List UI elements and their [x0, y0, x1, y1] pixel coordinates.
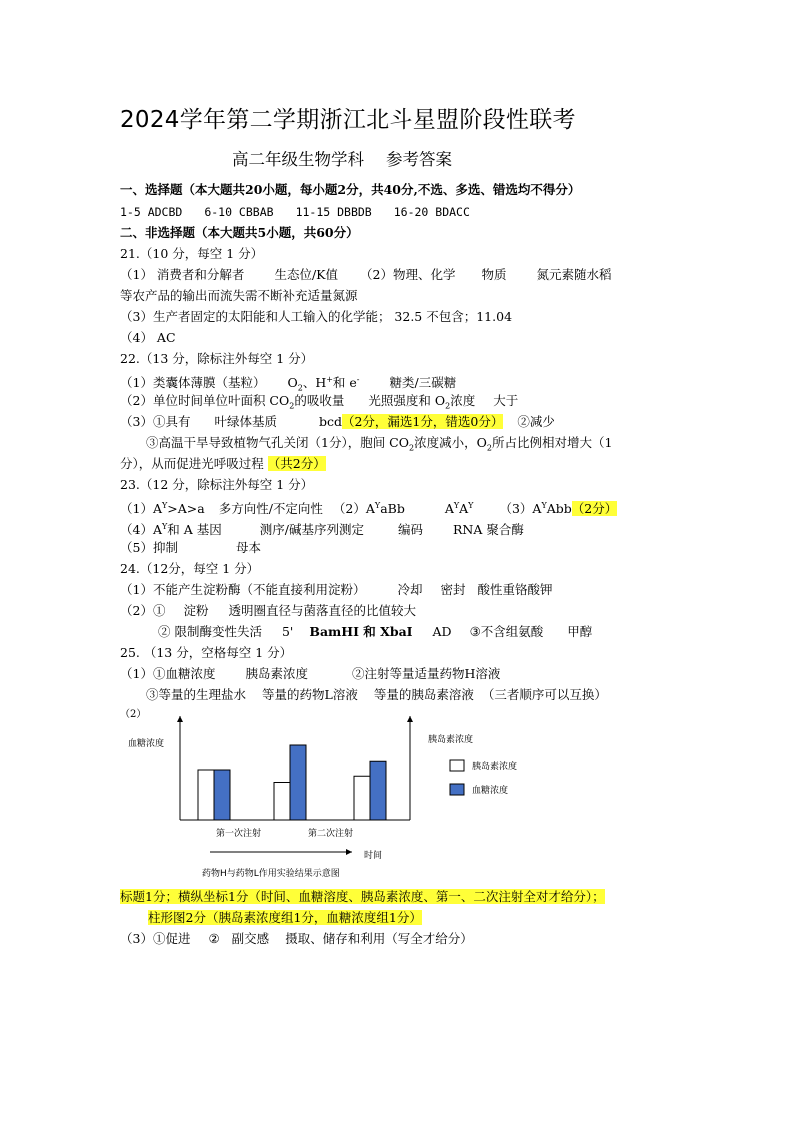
right-axis-label: 胰岛素浓度 [428, 735, 474, 745]
q25-note2-highlight: 柱形图2分（胰岛素浓度组1分，血糖浓度组1分） [148, 910, 422, 925]
q23-1h: （3）A [499, 501, 542, 517]
q24-3f: 甲醇 [567, 624, 593, 639]
q23-1i: Abb [546, 501, 572, 517]
q21-1e: 氮元素随水稻 [536, 267, 612, 282]
q23-1c: 多方向性/不定向性 [218, 501, 323, 517]
q24-3e: ③不含组氨酸 [469, 624, 544, 639]
q24-head: 24.（12分，每空 1 分） [120, 561, 260, 576]
q21-line2: 等农产品的输出而流失需不断补充适量氮源 [120, 288, 358, 303]
q23-line3 [120, 539, 261, 557]
legend-swatch-glucose [450, 784, 464, 795]
q22-2b: 的吸收量 [294, 393, 345, 408]
q23-line1 [120, 497, 617, 518]
q22-1b1: O [287, 375, 298, 391]
q23-2e: RNA 聚合酶 [452, 522, 524, 538]
q21-line1 [120, 266, 612, 284]
q22-1b3: 和 e [332, 375, 357, 391]
q22-2a: （2）单位时间单位叶面积 CO [120, 393, 290, 408]
q23-1e: aBb [380, 501, 405, 517]
q22-2d: 浓度 [450, 393, 476, 408]
q25-2b: 等量的药物L溶液 [262, 687, 358, 702]
q23-2d: 编码 [397, 522, 423, 538]
answer-label: 参考答案 [386, 150, 452, 169]
q24-3c: BamHI 和 XbaI [309, 624, 413, 639]
sup-y: Y [374, 501, 381, 510]
q22-1c: 糖类/三碳糖 [389, 375, 457, 391]
q25-head: 25. （13 分，空格每空 1 分） [120, 645, 293, 660]
q25-4b: ② [208, 931, 220, 946]
q22-1b2: 、H [302, 375, 327, 391]
q25-1c: ②注射等量适量药物H溶液 [351, 666, 501, 681]
bar-glucose-1 [214, 770, 230, 820]
legend-label-glucose: 血糖浓度 [472, 786, 509, 796]
mc-answer-3: 11-15 DBBDB [295, 205, 372, 219]
q25-1a: （1）①血糖浓度 [120, 666, 216, 681]
q23-2b: 和 A 基因 [167, 522, 222, 538]
q22-3d-highlight: （2分，漏选1分，错选0分） [341, 414, 504, 429]
q25-note1 [120, 888, 605, 906]
bar-insulin-3 [354, 776, 370, 820]
group-label-2: 第二次注射 [308, 829, 354, 839]
page-title: 2024学年第二学期浙江北斗星盟阶段性联考 [120, 107, 576, 133]
page-subtitle [232, 146, 452, 170]
section2-heading: 二、非选择题（本大题共5小题，共60分） [120, 225, 359, 240]
q23-head: 23.（12 分，除标注外每空 1 分） [120, 477, 314, 492]
q21-line4: （4） AC [120, 330, 176, 345]
q22-3e: ②减少 [517, 414, 555, 429]
legend-label-insulin: 胰岛素浓度 [472, 762, 518, 772]
q25-2a: ③等量的生理盐水 [146, 687, 247, 702]
q22-head: 22.（13 分，除标注外每空 1 分） [120, 351, 314, 366]
sup-y: Y [161, 522, 168, 531]
q23-1f: A [444, 501, 454, 517]
chart-title: 药物H与药物L作用实验结果示意图 [202, 869, 340, 879]
q24-2c: 透明圈直径与菌落直径的比值较大 [228, 603, 416, 618]
bar-insulin-2 [274, 783, 290, 821]
left-axis-label: 血糖浓度 [128, 739, 165, 749]
q23-1j-highlight: （2分） [571, 501, 618, 517]
q23-3b: 母本 [235, 540, 261, 555]
q23-2c: 测序/碱基序列测定 [259, 522, 364, 538]
q24-1c: 密封 [440, 582, 466, 597]
q25-4d: 摄取、储存和利用（写全才给分） [285, 931, 473, 946]
q22-3a: （3）①具有 [120, 414, 191, 429]
q24-line2 [120, 602, 416, 620]
q24-1b: 冷却 [397, 582, 423, 597]
q23-1g: A [459, 501, 469, 517]
q24-1d: 酸性重铬酸钾 [477, 582, 553, 597]
bar-glucose-3 [370, 761, 386, 820]
q24-2b: 淀粉 [183, 603, 209, 618]
q25-note1-highlight: 标题1分；横纵坐标1分（时间、血糖溶度、胰岛素浓度、第一、二次注射全对才给分）； [120, 889, 605, 904]
q25-2d: （三者顺序可以互换） [481, 687, 607, 702]
x-axis-label: 时间 [364, 851, 383, 861]
q25-line4 [120, 930, 473, 948]
group-label-1: 第一次注射 [216, 829, 262, 839]
q22-5b-highlight: （共2分） [267, 456, 326, 471]
q24-3a: ② 限制酶变性失活 [158, 624, 262, 639]
q22-line1: （1）类囊体薄膜（基粒） $O_2$、H+和 e- 糖类/三碳糖 [120, 375, 457, 393]
q25-line1 [120, 665, 500, 683]
q24-3b: 5' [281, 624, 294, 639]
q22-2e: 大于 [493, 393, 519, 408]
q22-3c: bcd [318, 414, 342, 429]
q21-1c: （2）物理、化学 [360, 267, 456, 282]
q21-1a: （1） 消费者和分解者 [120, 267, 245, 282]
q22-3b: 叶绿体基质 [214, 414, 277, 429]
q22-line5 [120, 455, 326, 473]
q22-line2: （2）单位时间单位叶面积 $CO_2$的吸收量 光照强度和 $O_2$浓度 大于 [120, 393, 519, 411]
q21-1d: 物质 [481, 267, 507, 282]
sup-y: Y [541, 501, 547, 510]
q23-3a: （5）抑制 [120, 540, 178, 555]
sup-y: Y [453, 501, 460, 510]
bar-glucose-2 [290, 745, 306, 820]
mc-answers [120, 203, 470, 221]
q25-2c: 等量的胰岛素溶液 [373, 687, 474, 702]
bar-insulin-1 [198, 770, 214, 820]
q24-line3 [158, 623, 592, 641]
sup-y: Y [161, 501, 168, 510]
q24-2a: （2）① [120, 603, 166, 618]
q22-line3 [120, 413, 555, 431]
q23-1a: （1）A [120, 501, 162, 517]
section1-heading: 一、选择题（本大题共20小题，每小题2分，共40分,不选、多选、错选均不得分） [120, 182, 581, 197]
q23-line2 [120, 518, 524, 539]
q23-2a: （4）A [120, 522, 162, 538]
q24-line1 [120, 581, 553, 599]
q25-note2 [148, 909, 422, 927]
q25-1b: 胰岛素浓度 [245, 666, 308, 681]
q23-1d: （2）A [332, 501, 375, 517]
mc-answer-2: 6-10 CBBAB [204, 205, 274, 219]
q25-line2 [146, 686, 607, 704]
q22-4a: ③高温干旱导致植物气孔关闭（1分），胞间 CO [146, 435, 409, 450]
bar-chart [120, 708, 680, 888]
q21-line3: （3）生产者固定的太阳能和人工输入的化学能； 32.5 不包含；11.04 [120, 309, 513, 324]
sup-y: Y [468, 501, 474, 510]
q21-head: 21.（10 分，每空 1 分） [120, 246, 264, 261]
q24-1a: （1）不能产生淀粉酶（不能直接利用淀粉） [120, 582, 366, 597]
q22-line4: ③高温干旱导致植物气孔关闭（1分），胞间 $CO_2$浓度减小，$O_2$所占比例相对增大（1 [146, 435, 613, 453]
subject-label: 高二年级生物学科 [232, 150, 364, 169]
q25-4c: 副交感 [231, 931, 270, 946]
q22-2c: 光照强度和 O [368, 393, 446, 408]
q22-5a: 分），从而促进光呼吸过程 [120, 456, 264, 471]
q25-line3: （2） [120, 709, 147, 720]
mc-answer-1: 1-5 ADCBD [120, 205, 183, 219]
q25-4a: （3）①促进 [120, 931, 191, 946]
q22-4c: 所占比例相对增大（1 [491, 435, 613, 450]
q23-1b: >A>a [167, 501, 205, 517]
mc-answer-4: 16-20 BDACC [393, 205, 470, 219]
legend-swatch-insulin [450, 760, 464, 771]
q24-3d: AD [432, 624, 452, 639]
q22-4b: 浓度减小，O [414, 435, 487, 450]
q21-1b: 生态位/K值 [274, 267, 338, 282]
q22-1a: （1）类囊体薄膜（基粒） [120, 375, 266, 391]
